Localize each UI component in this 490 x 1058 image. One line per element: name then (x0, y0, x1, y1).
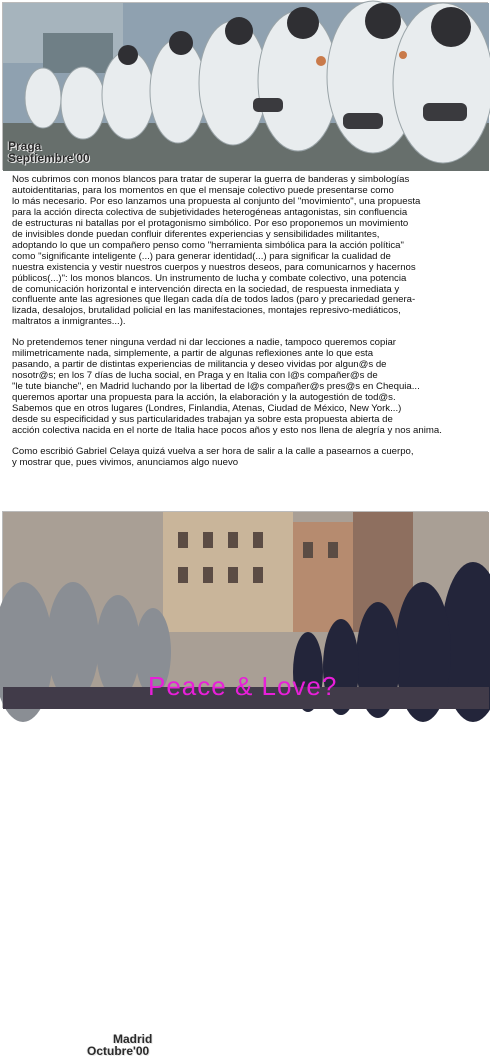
text-line: milimetricamente nada, simplemente, a partir de algunas reflexiones ante lo que esta (12, 348, 374, 360)
caption-city: Praga (8, 139, 42, 153)
text-line: de comunicación horizontal e intervención directa en la sociedad, de respuesta inmediata y (12, 283, 400, 295)
text-line: adoptando lo que un compañero penso como "herramienta simbólica para la acción política" (12, 239, 404, 251)
praga-caption (8, 140, 90, 164)
text-line: de invisibles donde puedan confluir diferentes experiencias y sensibilidades militantes, (12, 228, 380, 240)
text-line: maltratos a inmigrantes...). (12, 316, 126, 328)
praga-protest-photo (2, 2, 488, 170)
caption-date: Septiembre'00 (8, 151, 90, 165)
closing-slogan: Peace & Love? (148, 671, 338, 701)
caption-city: Madrid (113, 1032, 153, 1046)
text-line: Como escribió Gabriel Celaya quizá vuelva a ser hora de salir a la calle a pasearnos a cuerpo, (12, 445, 414, 457)
text-line: No pretendemos tener ninguna verdad ni dar lecciones a nadie, tampoco queremos copiar (12, 337, 396, 349)
text-line: y mostrar que, pues vivimos, anunciamos algo nuevo (12, 456, 239, 468)
text-line: públicos(...)": los monos blancos. Un instrumento de lucha y combate colectivo, una potencia (12, 272, 407, 284)
text-line: para la acción directa colectiva de subjetividades heterogéneas antagonistas, sin confluencia (12, 206, 408, 218)
text-line: nosotr@s; en los 7 días de lucha social, en Praga y en Italia con l@s compañer@s de (12, 370, 378, 382)
paragraph-3 (12, 447, 482, 469)
paragraph-2 (12, 338, 482, 437)
text-line: como "significante inteligente (...) para generar identidad(...) para significar la cualidad de (12, 250, 391, 262)
text-line: Sabemos que en otros lugares (Londres, Finlandia, Atenas, Ciudad de México, New York...) (12, 403, 402, 415)
text-line: autoidentitarias, para los momentos en que el mensaje colectivo puede presentarse como (12, 184, 394, 196)
paragraph-1 (12, 175, 482, 328)
text-line: nuestra existencia y vestir nuestros cuerpos y nuestros deseos, para comunicarnos y hacernos (12, 261, 416, 273)
caption-date: Octubre'00 (87, 1044, 150, 1058)
text-line: lo más necesario. Por eso lanzamos una propuesta al conjunto del "movimiento", una propuesta (12, 195, 421, 207)
madrid-caption (87, 1033, 152, 1057)
text-line: pasando, a partir de distintas experiencias de militancia y deseo vividas por algun@s de (12, 359, 387, 371)
text-line: desde su especificidad y sus particularidades trabajan ya sobre esta propuesta abierta de (12, 414, 393, 426)
text-line: de estructuras ni batallas por el protagonismo simbólico. Por eso proponemos un movimiento (12, 217, 409, 229)
manifesto-text (12, 175, 482, 469)
text-line: confluente ante las agresiones que llegan cada día de todos lados (paro y precariedad genera- (12, 294, 416, 306)
text-line: Nos cubrimos con monos blancos para tratar de superar la guerra de banderas y simbologías (12, 174, 410, 185)
text-line: acción colectiva nacida en el norte de Italia hace pocos años y esto nos llena de alegría y nos anima. (12, 424, 442, 436)
text-line: queremos aportar una propuesta para la acción, la elaboración y la autogestión de tod@s. (12, 392, 396, 404)
text-line: lizada, desalojos, brutalidad policial en las manifestaciones, montajes represivo-mediáticos, (12, 305, 401, 317)
text-line: "le tute bianche", en Madrid luchando por la libertad de l@s compañer@s pres@s en Chequia... (12, 381, 420, 393)
